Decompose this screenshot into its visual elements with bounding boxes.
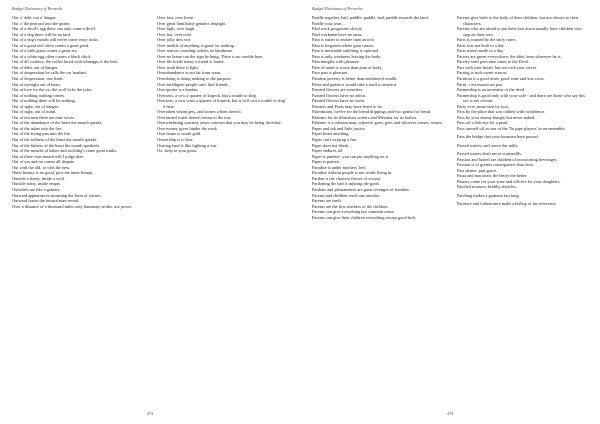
proverb-entry: Paper endures all. xyxy=(312,148,343,154)
proverb-entry: Parents are the first teachers of the children. xyxy=(312,203,389,209)
proverb-entry: Painted flowers have no scent. xyxy=(312,98,365,104)
proverb-entry: Overtaken whom gets, and stones whom doesn't. xyxy=(157,109,242,115)
proverb-entry: Pass by your enemy hungry but never naked. xyxy=(457,114,536,120)
proverb-entry: Patching makes a garment last long. xyxy=(457,192,520,198)
proverb-entry: Passed waters don't move watermills. xyxy=(457,150,523,156)
proverb-entry: Paid work progresses slowly. xyxy=(312,26,363,32)
proverb-entry: Over the bottle many a friend is found. xyxy=(157,59,225,65)
proverb-entry: Parents can give their children everything except good luck. xyxy=(312,214,417,220)
proverb-entry: Pardons and pleasantness are great revenges of slanders. xyxy=(312,186,410,192)
proverb-entry: Pass by the place that was robbed with confidence. xyxy=(457,109,546,115)
proverb-entry: Out of sight, out of danger. xyxy=(12,103,59,109)
proverb-entry: Parrots are green everywhere; the idiot loses wherever he is. xyxy=(457,53,562,59)
proverb-entry: Over-praise is a burden. xyxy=(157,87,199,93)
proverb-entry: Out of the abundance of the heart the mouth speaks. xyxy=(12,120,103,126)
proverb-entry: Pass the bridge that your kinsmen have passed. xyxy=(457,134,539,140)
proverb-entry: Out of a great evil often comes a great good. xyxy=(12,42,90,48)
proverb-entry: Overabundance is not far from want. xyxy=(157,70,221,76)
page-columns xyxy=(312,15,588,220)
proverb-entry: Out of all cookery, the coffee laced with schnapps is the best. xyxy=(12,59,119,65)
proverb-entry: Out of the fulness of the heart the mouth speaketh. xyxy=(12,142,100,148)
proverb-entry: Pardoning the bad is injuring the good. xyxy=(312,181,380,187)
proverb-entry: Pain is inevitable suffering is optional. xyxy=(312,48,379,54)
proverb-entry: Paper is patient. xyxy=(312,159,340,165)
proverb-entry: Over-intelligent people can't find friends. xyxy=(157,81,229,87)
proverb-entry: Over fast, over loose. xyxy=(157,15,195,20)
proverb-entry: Over hot, over cold. xyxy=(157,31,192,37)
proverb-entry: Partition is a good town, good wine and low costs. xyxy=(457,76,545,82)
proverb-entry: Outside a sheep, inside a wolf. xyxy=(12,175,66,181)
proverb-entry: Out with the old, in with the new. xyxy=(12,164,71,170)
column-left xyxy=(312,15,443,220)
proverb-entry: Overseas, a cow a quarter of kopeck, but a rouble to ship. xyxy=(157,92,257,98)
proverb-entry: Out of a devil's egg there can only come a devil. xyxy=(12,26,96,32)
proverb-entry: Out of the frying pan into the fire. xyxy=(12,131,72,137)
proverb-entry: Parents are teeth. xyxy=(312,198,342,204)
proverb-entry: Paris wasn't made in a day. xyxy=(457,48,504,54)
proverb-entry: Paradise is under mothers' feet. xyxy=(312,164,367,170)
proverb-entry: Paid workmen have no arms. xyxy=(312,31,363,37)
proverb-entry: Overwhelming courtesy raises concern that you may be being deceitful. xyxy=(157,120,282,126)
proverb-entry: Partir, c'est mourir un peu. xyxy=(457,81,503,87)
proverb-entry: Pain of mind is worse than pain of body. xyxy=(312,64,383,70)
proverb-entry: Pains and patience would take a snail to america. xyxy=(312,81,398,87)
proverb-entry: Pass off a fish eye for a pearl. xyxy=(457,120,509,126)
column-right xyxy=(157,15,288,209)
proverb-entry: Pasta and macaroni, the better the better. xyxy=(457,173,528,179)
proverb-entry: Pardon is the choicest flower of victory. xyxy=(312,175,382,181)
proverb-entry: Out of nothing there will be nothing. xyxy=(12,98,76,104)
proverb-entry: Paris was not built in a day. xyxy=(457,42,505,48)
proverb-entry: Over narrow counting culzies no kindnesse. xyxy=(157,48,234,54)
proverb-entry: Ox, keep to your grass. xyxy=(157,148,198,154)
proverb-entry: Pain is only weakness leaving the body. xyxy=(312,53,382,59)
proverb-entry: Overdoing is doing nothing to the purpose. xyxy=(157,76,232,82)
proverb-entry: Passion and hatred are children of intoxicating beverages. xyxy=(457,156,558,162)
proverb-entry: Out of sight, out of mind. xyxy=(12,109,57,115)
proverb-entry: Painless poverty is better than embittered wealth. xyxy=(312,76,398,82)
proverb-entry: Owning land is like fighting a war. xyxy=(157,142,218,148)
proverb-entry: Parsley seed goes nine times to the Devil. xyxy=(457,59,530,65)
proverb-entry: Patience and forbearance make a bishop of his reverence. xyxy=(457,200,557,206)
proverb-entry: Passion is of greater consequence than facts. xyxy=(457,162,535,168)
proverb-entry: Parents can give everything but common sense. xyxy=(312,209,395,215)
proverb-entry: Out of nothing nothing comes. xyxy=(12,92,66,98)
proverb-entry: Out of a dog there will be no lard. xyxy=(12,31,71,37)
proverb-entry: Out of a white egg often comes a black chick. xyxy=(12,53,92,59)
proverb-entry: Overseas, a cow costs a quarter of kopeck, but it will cost a rouble to ship it here. xyxy=(157,98,285,109)
proverb-entry: Out of eyesight out of heart. xyxy=(12,81,61,87)
proverb-entry: Palermitani, twelve for the bread drippings and two grains for bread. xyxy=(312,109,432,115)
proverb-entry: Over great familiarity genders despight. xyxy=(157,20,227,26)
proverb-entry: Paddle together, bail, paddle; paddle, bail; paddle towards the land. xyxy=(312,15,429,20)
proverb-entry: Over high, over laigh. xyxy=(157,26,196,32)
page-right xyxy=(300,0,600,424)
proverb-entry: Pain is easier to endure than an itch. xyxy=(312,37,375,43)
proverb-entry: Paper does not blush. xyxy=(312,142,350,148)
proverb-entry: Outer beauty is no good, give me inner beauty. xyxy=(12,170,94,176)
proverb-entry: Out of a little grass comes a great ass. xyxy=(12,48,78,54)
proverb-entry: Own home is worth gold. xyxy=(157,131,202,137)
proverb-entry: Overturned water doesn't return to the tray. xyxy=(157,114,232,120)
proverb-entry: Painted flowers have no odour. xyxy=(312,92,366,98)
proverb-entry: Out of three own mouth will I judge thee. xyxy=(12,153,85,159)
proverb-entry: Out of desperation, one finds. xyxy=(12,76,64,82)
proverb-entry: Partnership is an invention of the devil. xyxy=(457,87,526,93)
proverb-entry: Palermo is a tolerant man, whoever goes, goes and whoever comes, comes. xyxy=(312,120,443,126)
proverb-entry: Out of the mouths of babes and suckling's come great truths. xyxy=(12,148,118,154)
proverb-entry: Out o' the peat pot into the gutter. xyxy=(12,20,71,26)
proverb-entry: Outside noisy, inside empty. xyxy=(12,181,62,187)
running-header: Budget Dictionary of Proverbs xyxy=(12,6,63,11)
proverb-entry: Patched trousers, healthy testicles. xyxy=(457,184,517,190)
proverb-entry: Over jolly dow not. xyxy=(157,37,192,43)
proverb-entry: Passed waters can't move the mills. xyxy=(457,142,519,148)
proverb-entry: Out of the ashes into the fire. xyxy=(12,125,63,131)
proverb-entry: Party over, musicians by foot. xyxy=(457,103,509,109)
proverb-entry: Pain is forgotten where gain comes. xyxy=(312,42,375,48)
proverb-entry: Outward forms the inward man reveal. xyxy=(12,198,80,204)
proverb-entry: Over a distance of a thousand miles only humanity works, not power. xyxy=(12,203,133,209)
proverb-entry: Partnership is good only with your wife - and there are those who say this too is not certain. xyxy=(457,92,586,104)
proverb-entry: Out of desperation he calls the cat 'madam'. xyxy=(12,70,88,76)
proverb-entry: Outsiders are like a granary. xyxy=(12,186,61,192)
proverb-entry: Over meikle of anything is good for nothing. xyxy=(157,42,235,48)
proverb-entry: Pain past is pleasure. xyxy=(312,70,349,76)
column-left xyxy=(12,15,143,209)
proverb-entry: Ownership is to lose. xyxy=(157,137,194,143)
page-columns xyxy=(12,15,288,209)
proverb-entry: Out of love for the ox, the wolf licks the yoke. xyxy=(12,87,93,93)
proverb-entry: Outward appearances assuming the form of virtues. xyxy=(12,192,102,198)
proverb-entry: Paris is warned by the early risers. xyxy=(457,37,517,43)
proverb-entry: Part with your bread, but not with your secret. xyxy=(457,64,538,70)
proverb-entry: Parents and children teach one another. xyxy=(312,192,381,198)
proverb-entry: Parents give birth to the body of their children, but not always to their characters. xyxy=(457,15,579,26)
proverb-entry: Pain mingles with pleasure. xyxy=(312,59,361,65)
proverb-entry: Pass oneself off as one of the 'Yu pipe players' in an ensemble. xyxy=(457,125,566,131)
proverb-entry: Painted flowers are scentless. xyxy=(312,87,364,93)
proverb-entry: Pastors come for your wine and officers for your daughters. xyxy=(457,178,561,184)
proverb-entry: Over truth there is light. xyxy=(157,64,199,70)
proverb-entry: Paper is patient - you can put anything on it. xyxy=(312,153,389,159)
proverb-entry: Paper bears anything. xyxy=(312,131,350,137)
proverb-entry: Parents who are afraid to put their foot down usually have children who step on their toes. xyxy=(457,26,582,37)
proverb-entry: Out of yes and no comes all dispute. xyxy=(12,159,76,165)
proverb-entry: Palermo for its illustrious writers and Messina for its harbor. xyxy=(312,114,417,120)
proverb-entry: Out o' debt, out o' danger. xyxy=(12,15,57,20)
proverb-entry: Paddle your own… xyxy=(312,20,346,26)
proverb-entry: Paper can't wrap up a fire. xyxy=(312,137,358,143)
proverb-entry: Parting is such sweet sorrow. xyxy=(457,70,508,76)
proverb-entry: Paradise without people is not worth living in. xyxy=(312,170,393,176)
proverb-entry: Out of debt, out of danger. xyxy=(12,64,58,70)
proverb-entry: Out of a dog's mouth will never come ivory tusks. xyxy=(12,37,99,43)
page-number: 473 xyxy=(146,411,154,416)
proverb-entry: Over no home can the sign be hung: There is no trouble here. xyxy=(157,53,264,59)
running-header: Budget Dictionary of Proverbs xyxy=(312,6,363,11)
proverb-entry: Out of ten men there are nine wives. xyxy=(12,114,76,120)
proverb-entry: Past shame, past grace. xyxy=(457,167,498,173)
proverb-entry: Owe money gives hinder the work. xyxy=(157,125,219,131)
proverb-entry: Paper and ink and little justice. xyxy=(312,125,366,131)
proverb-entry: Painters and Poets may have leave to lie. xyxy=(312,103,383,109)
proverb-entry: Out of the fullness of the heart the mouth speaks. xyxy=(12,137,98,143)
page-number: 474 xyxy=(446,411,454,416)
column-right xyxy=(457,15,588,220)
